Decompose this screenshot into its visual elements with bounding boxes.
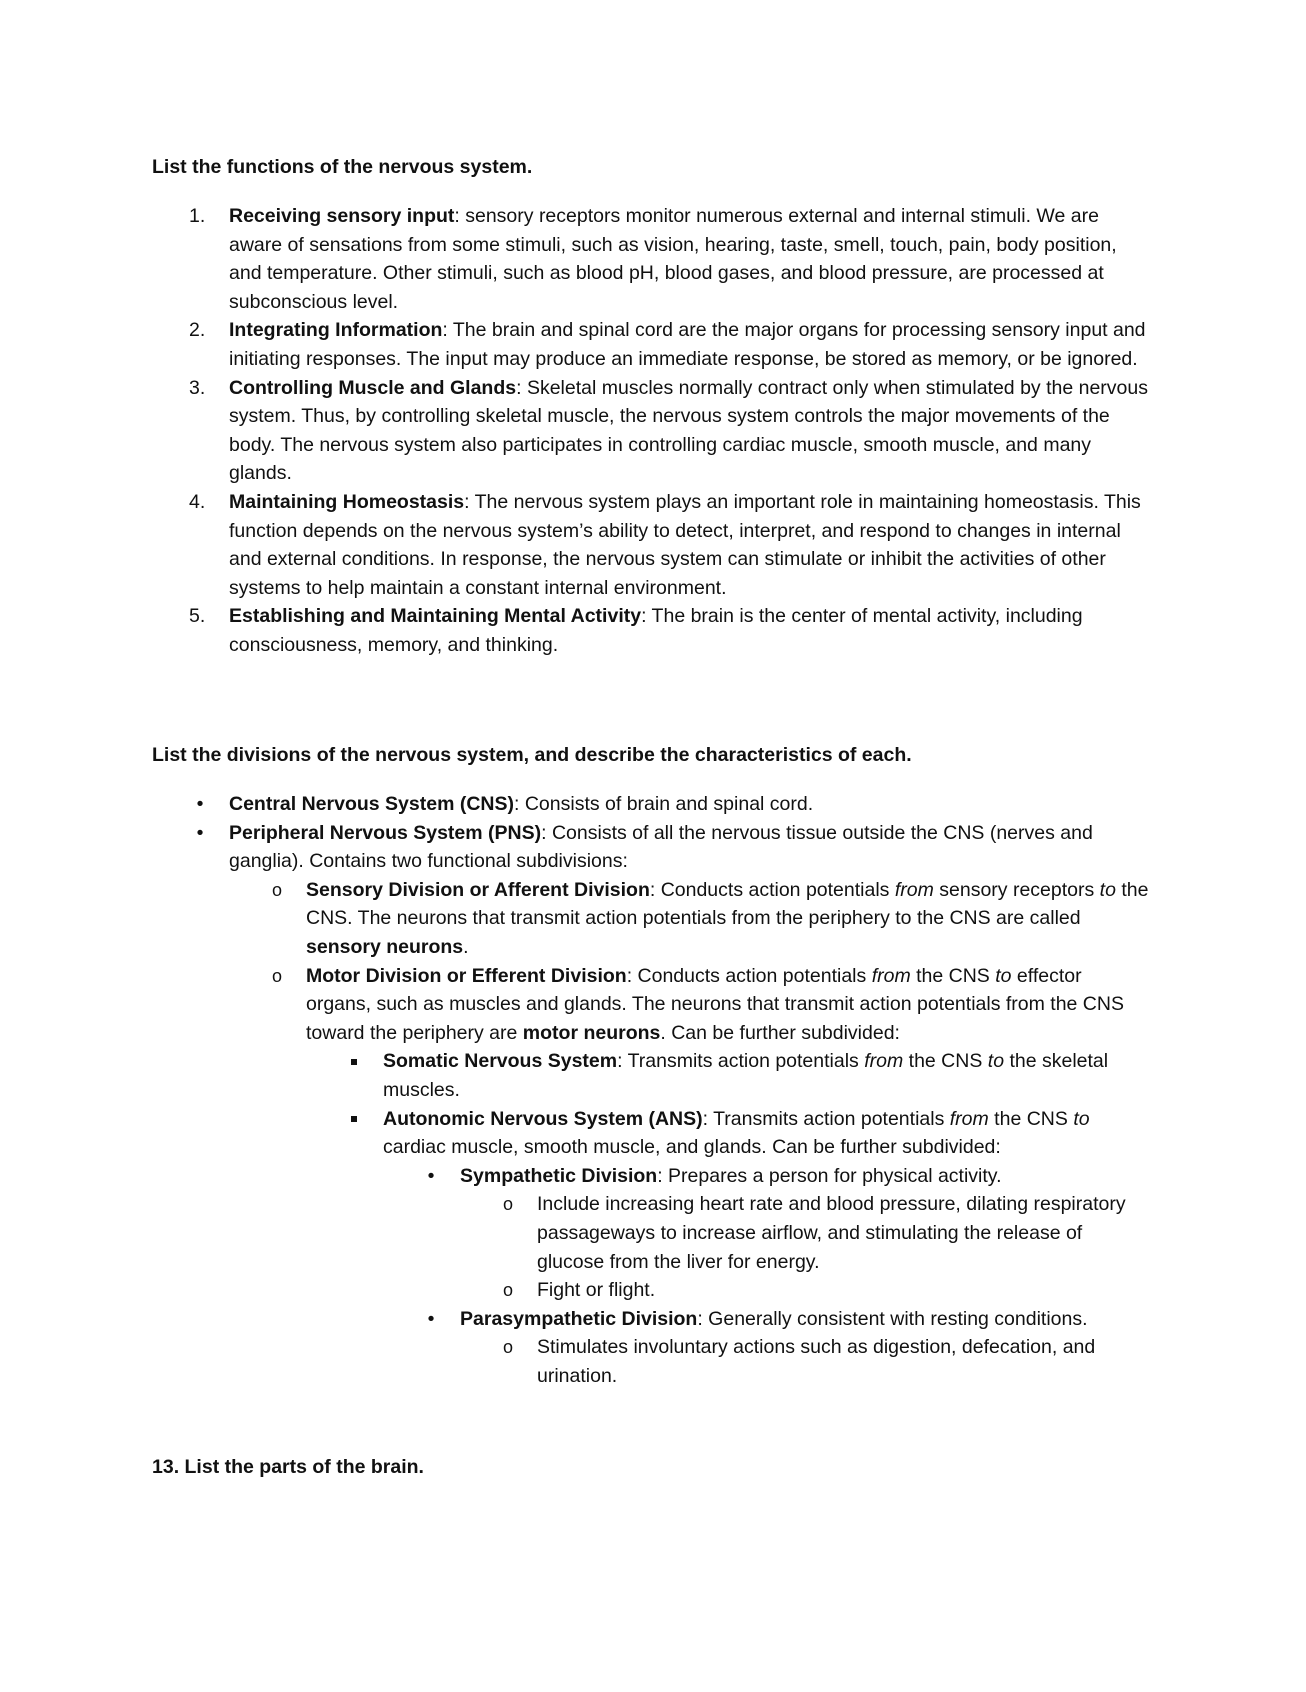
list-item-parasympathetic <box>383 1305 1152 1391</box>
list-item-sensory <box>229 876 1152 962</box>
list-item-ans <box>306 1105 1152 1391</box>
list-item <box>460 1333 1152 1390</box>
item-text: the CNS. The neurons that transmit action potentials from the periphery to the CNS are called <box>306 878 1149 930</box>
item-text: . <box>463 935 469 958</box>
list-item-somatic <box>306 1047 1152 1104</box>
item-number: 3. <box>189 376 206 399</box>
item-emphasis: from <box>871 964 911 987</box>
item-text: : sensory receptors monitor numerous external and internal stimuli. We are aware of sensations from some stimuli, such as vision, hearing, taste, smell, touch, pain, body position, and temperature. Other stimuli, such as blood pH, blood gases, and blood pressure, are processed at subconscious level. <box>229 205 1117 313</box>
item-text: : The brain is the center of mental activity, including consciousness, memory, and thinking. <box>229 605 1083 656</box>
item-text: effector organs, such as muscles and glands. The neurons that transmit action potentials from the CNS toward the periphery are <box>306 964 1124 1044</box>
item-emphasis: to <box>1073 1107 1090 1130</box>
item-text: Include increasing heart rate and blood pressure, dilating respiratory passageways to increase airflow, and stimulating the release of glucose from the liver for energy. <box>537 1193 1126 1273</box>
square-bullet-icon <box>334 1105 374 1134</box>
item-term: Parasympathetic Division <box>460 1307 698 1330</box>
bullet-marker: • <box>196 821 204 844</box>
item-bold: motor neurons <box>522 1021 661 1044</box>
item-term: Controlling Muscle and Glands <box>229 376 517 399</box>
item-term: Establishing and Maintaining Mental Activity <box>229 605 642 628</box>
item-text: the CNS <box>903 1050 988 1073</box>
item-text: : Skeletal muscles normally contract only when stimulated by the nervous system. Thus, by controlling skeletal muscle, the nervous system controls the major movements of the body. The nervous system also participates in controlling cardiac muscle, smooth muscle, and many glands. <box>229 376 1148 485</box>
item-text: sensory receptors <box>933 878 1100 901</box>
motor-subdivisions <box>306 1047 1152 1390</box>
parasympathetic-points <box>460 1333 1152 1390</box>
sympathetic-points <box>460 1190 1152 1304</box>
item-number: 4. <box>189 490 206 513</box>
item-text: cardiac muscle, smooth muscle, and glands. Can be further subdivided: <box>383 1136 1001 1159</box>
item-text: the CNS <box>988 1107 1074 1130</box>
item-term: Maintaining Homeostasis <box>229 490 465 513</box>
item-text: Stimulates involuntary actions such as digestion, defecation, and urination. <box>537 1336 1096 1387</box>
item-emphasis: to <box>995 964 1012 987</box>
item-text: : Conducts action potentials <box>626 964 872 987</box>
item-term: Sensory Division or Afferent Division <box>306 878 650 901</box>
circle-marker: o <box>502 1337 513 1358</box>
list-item-pns <box>152 819 1152 1391</box>
item-text: : The brain and spinal cord are the major organs for processing sensory input and initiating responses. The input may produce an immediate response, be stored as memory, or be ignored. <box>229 319 1146 370</box>
item-emphasis: from <box>949 1107 989 1130</box>
list-item-motor <box>229 962 1152 1391</box>
item-bold: sensory neurons <box>306 935 464 958</box>
item-term: Somatic Nervous System <box>383 1050 618 1073</box>
divisions-list <box>152 790 1152 1390</box>
item-term: Peripheral Nervous System (PNS) <box>229 821 542 844</box>
item-term: Autonomic Nervous System (ANS) <box>383 1107 703 1130</box>
item-emphasis: from <box>864 1050 904 1073</box>
list-item <box>152 602 1152 659</box>
item-text: the skeletal muscles. <box>383 1050 1109 1101</box>
circle-marker: o <box>502 1194 513 1215</box>
list-item-cns <box>152 790 1152 819</box>
list-item <box>152 316 1152 373</box>
item-emphasis: to <box>987 1050 1005 1073</box>
item-text: : Transmits action potentials <box>617 1050 865 1073</box>
item-text: Fight or flight. <box>537 1279 656 1302</box>
item-text: : Transmits action potentials <box>702 1107 950 1130</box>
item-text: : Conducts action potentials <box>649 878 895 901</box>
item-text: : Consists of all the nervous tissue outside the CNS (nerves and ganglia). Contains two functional subdivisions: <box>229 821 1093 873</box>
heading-brain-parts: 13. List the parts of the brain. <box>152 1456 424 1478</box>
item-term: Motor Division or Efferent Division <box>306 964 627 987</box>
item-number: 5. <box>189 605 206 628</box>
bullet-marker: • <box>427 1307 435 1330</box>
circle-marker: o <box>271 879 282 900</box>
circle-marker: o <box>271 965 282 986</box>
item-text: . Can be further subdivided: <box>660 1021 900 1044</box>
functions-list <box>152 202 1152 660</box>
list-item <box>152 374 1152 488</box>
list-item <box>460 1190 1152 1276</box>
bullet-marker: • <box>196 793 204 815</box>
item-emphasis: from <box>894 878 934 901</box>
bullet-marker: • <box>427 1164 435 1187</box>
list-item <box>152 488 1152 602</box>
item-term: Integrating Information <box>229 319 443 342</box>
heading-divisions: List the divisions of the nervous system, and describe the characteristics of each. <box>152 744 912 766</box>
item-text: the CNS <box>910 964 996 987</box>
item-text: : Consists of brain and spinal cord. <box>514 793 814 815</box>
item-text: : Generally consistent with resting conditions. <box>697 1307 1088 1330</box>
item-emphasis: to <box>1099 878 1116 901</box>
item-term: Receiving sensory input <box>229 205 455 227</box>
item-number: 2. <box>189 319 206 342</box>
circle-marker: o <box>502 1280 513 1301</box>
list-item-sympathetic <box>383 1162 1152 1305</box>
list-item <box>152 202 1152 316</box>
item-text: : The nervous system plays an important role in maintaining homeostasis. This function depends on the nervous system’s ability to detect, interpret, and respond to changes in internal and external conditions. In response, the nervous system can stimulate or inhibit the activities of other systems to help maintain a constant internal environment. <box>229 490 1141 599</box>
heading-functions: List the functions of the nervous system. <box>152 156 533 178</box>
item-text: : Prepares a person for physical activity. <box>657 1164 1002 1187</box>
pns-subdivisions <box>229 876 1152 1391</box>
list-item <box>460 1276 1152 1305</box>
ans-subdivisions <box>383 1162 1152 1391</box>
item-number: 1. <box>189 205 206 227</box>
item-term: Sympathetic Division <box>460 1164 658 1187</box>
square-bullet-icon <box>334 1047 374 1076</box>
item-term: Central Nervous System (CNS) <box>229 793 514 815</box>
